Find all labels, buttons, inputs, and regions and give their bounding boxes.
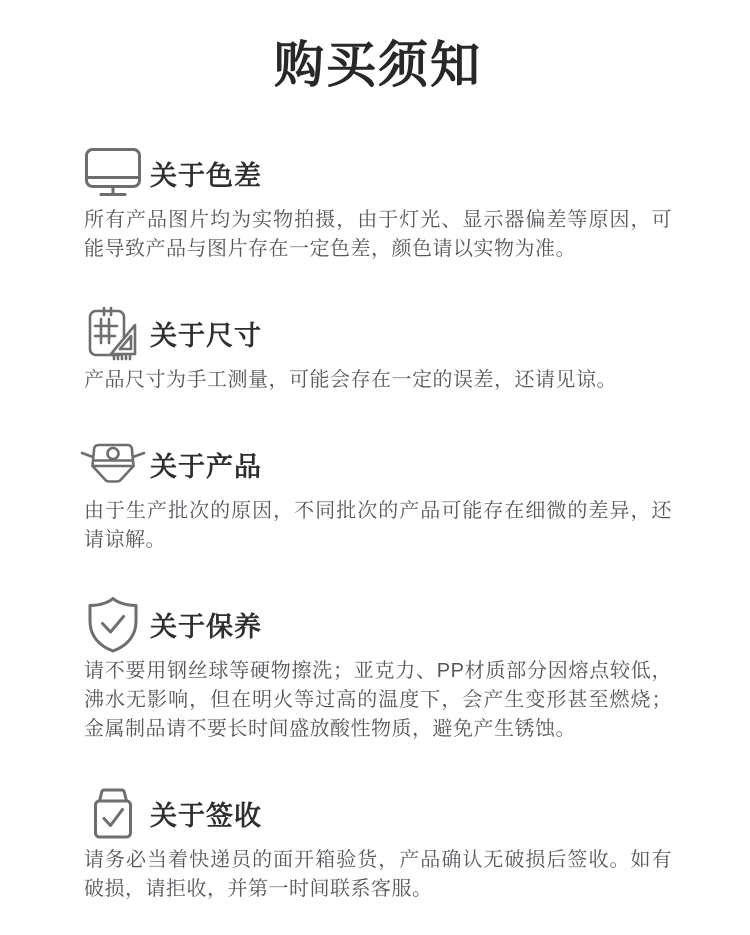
section-heading: 关于色差	[150, 160, 262, 191]
monitor-icon	[84, 146, 142, 200]
section-maintenance	[84, 597, 672, 744]
coffee-dripper-icon	[84, 437, 142, 491]
shield-check-icon	[84, 597, 142, 651]
section-body: 请务必当着快递员的面开箱验货，产品确认无破损后签收。如有破损，请拒收，并第一时间联系客服。	[84, 849, 672, 900]
section-heading: 关于产品	[150, 451, 262, 482]
section-body: 所有产品图片均为实物拍摄，由于灯光、显示器偏差等原因，可能导致产品与图片存在一定色差，颜色请以实物为准。	[84, 209, 672, 260]
page-title: 购买须知	[274, 37, 482, 93]
section-header	[84, 306, 672, 360]
section-header	[84, 146, 672, 200]
section-size	[84, 306, 672, 395]
section-header	[84, 437, 672, 491]
section-product	[84, 437, 672, 555]
section-delivery-signoff	[84, 786, 672, 904]
ruler-triangle-icon	[84, 306, 142, 360]
section-heading: 关于尺寸	[150, 320, 262, 351]
section-body: 产品尺寸为手工测量，可能会存在一定的误差，还请见谅。	[84, 369, 617, 391]
package-check-icon	[84, 786, 142, 840]
section-heading: 关于保养	[150, 611, 262, 642]
section-body: 由于生产批次的原因，不同批次的产品可能存在细微的差异，还请谅解。	[84, 500, 672, 551]
section-body: 请不要用钢丝球等硬物擦洗；亚克力、PP材质部分因熔点较低，沸水无影响，但在明火等过高的温度下，会产生变形甚至燃烧；金属制品请不要长时间盛放酸性物质，避免产生锈蚀。	[84, 660, 672, 740]
section-heading: 关于签收	[150, 800, 262, 831]
section-header	[84, 786, 672, 840]
section-color-difference	[84, 146, 672, 264]
section-header	[84, 597, 672, 651]
